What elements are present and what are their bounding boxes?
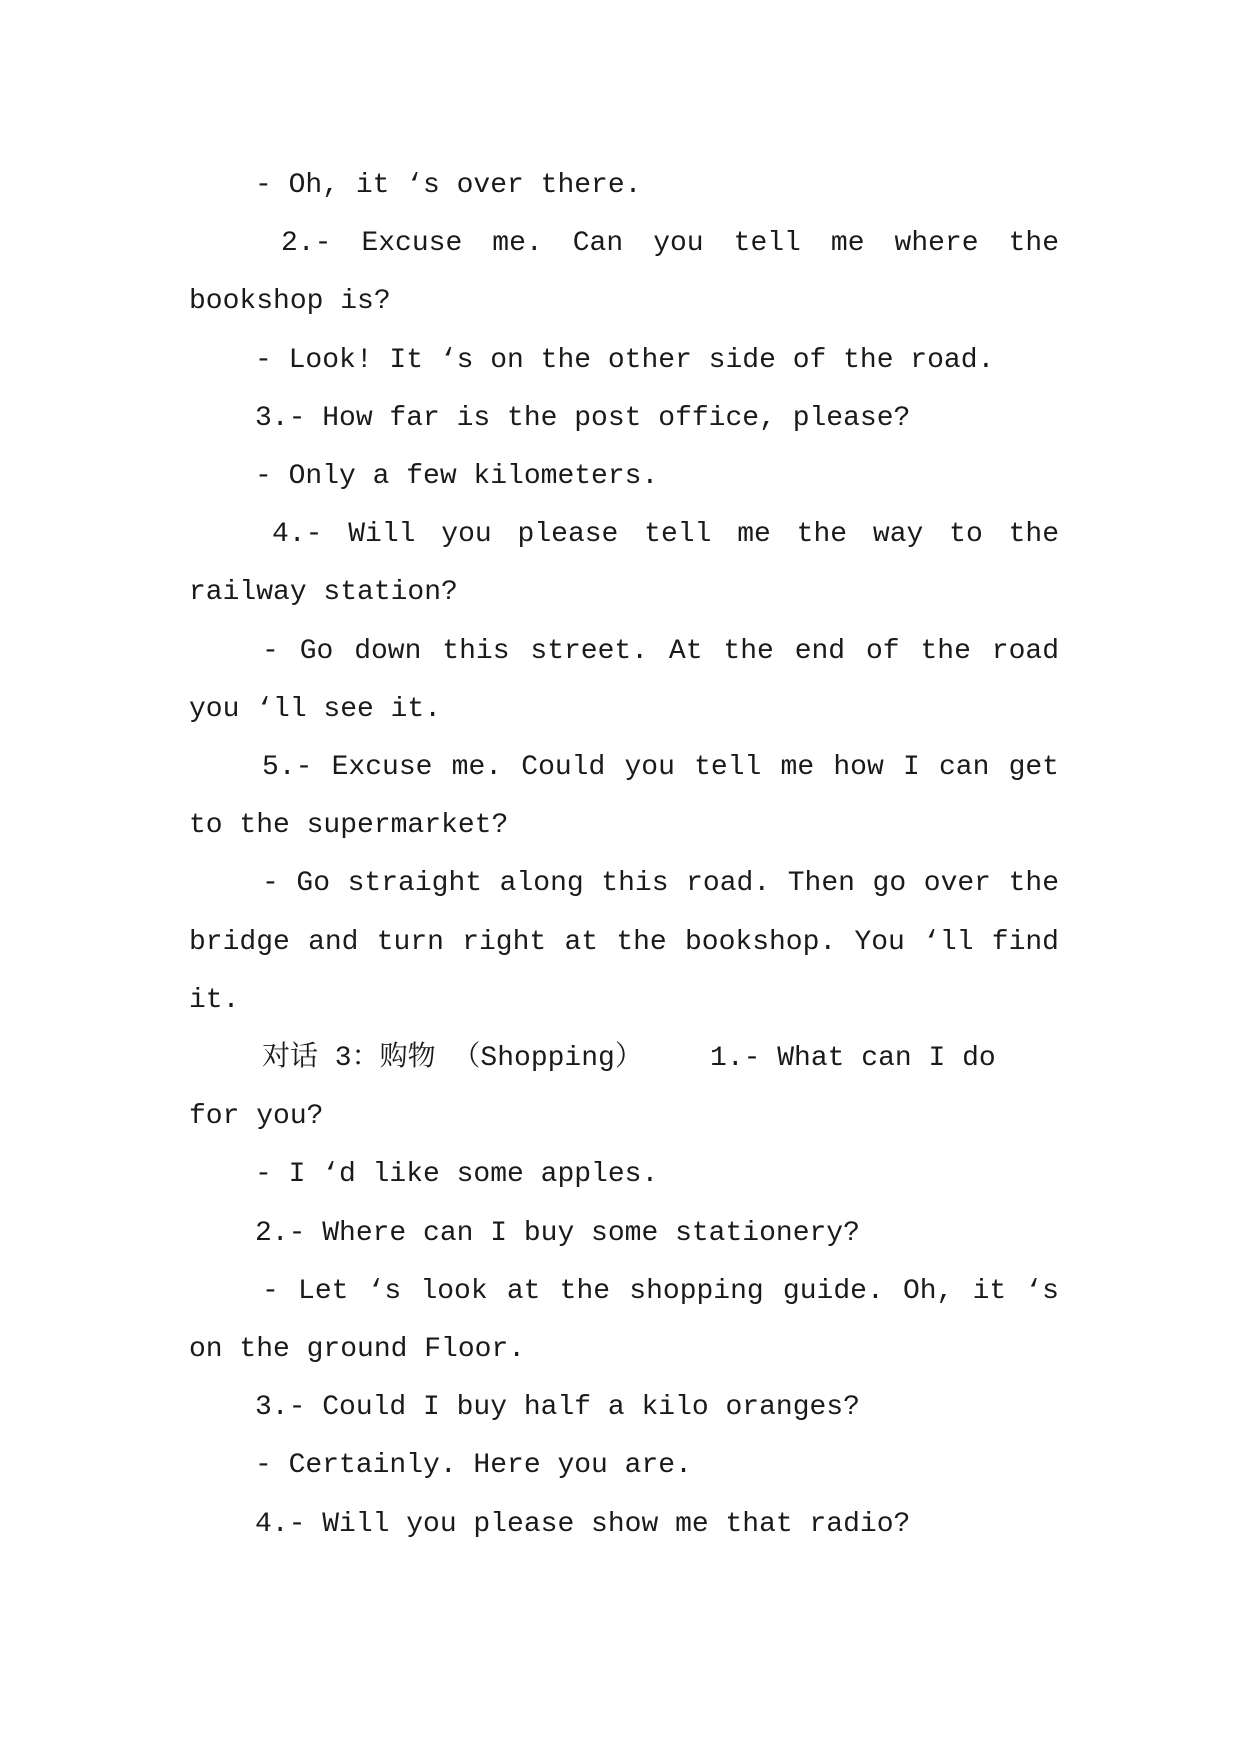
text-line: - Let ‘s look at the shopping guide. Oh, it ‘s <box>262 1276 1059 1307</box>
text-line: - Go straight along this road. Then go over the <box>262 868 1059 899</box>
text-line: 2.- Where can I buy some stationery? <box>255 1218 860 1249</box>
text-line: 3.- How far is the post office, please? <box>255 403 911 434</box>
text-line: bridge and turn right at the bookshop. You ‘ll find <box>189 927 1059 958</box>
text-line: for you? <box>189 1101 324 1132</box>
text-line: you ‘ll see it. <box>189 694 442 725</box>
text-line: 4.- Will you please show me that radio? <box>255 1509 911 1540</box>
text-line: 5.- Excuse me. Could you tell me how I can get <box>262 752 1059 783</box>
text-line: on the ground Floor. <box>189 1334 526 1365</box>
text-line: bookshop is? <box>189 286 391 317</box>
text-line: 2.- Excuse me. Can you tell me where the <box>281 228 1059 259</box>
text-line: 4.- Will you please tell me the way to the <box>272 519 1059 550</box>
text-line: to the supermarket? <box>189 810 509 841</box>
text-line: it. <box>189 985 240 1016</box>
text-line: 对话 3：购物 （Shopping） 1.- What can I do <box>262 1043 996 1074</box>
text-line: - I ‘d like some apples. <box>255 1159 659 1190</box>
text-line: - Look! It ‘s on the other side of the road. <box>255 345 995 376</box>
text-line: - Oh, it ‘s over there. <box>255 170 642 201</box>
text-line: 3.- Could I buy half a kilo oranges? <box>255 1392 860 1423</box>
text-line: - Certainly. Here you are. <box>255 1450 692 1481</box>
text-line: - Only a few kilometers. <box>255 461 659 492</box>
text-line: railway station? <box>189 577 458 608</box>
text-line: - Go down this street. At the end of the road <box>262 636 1059 667</box>
